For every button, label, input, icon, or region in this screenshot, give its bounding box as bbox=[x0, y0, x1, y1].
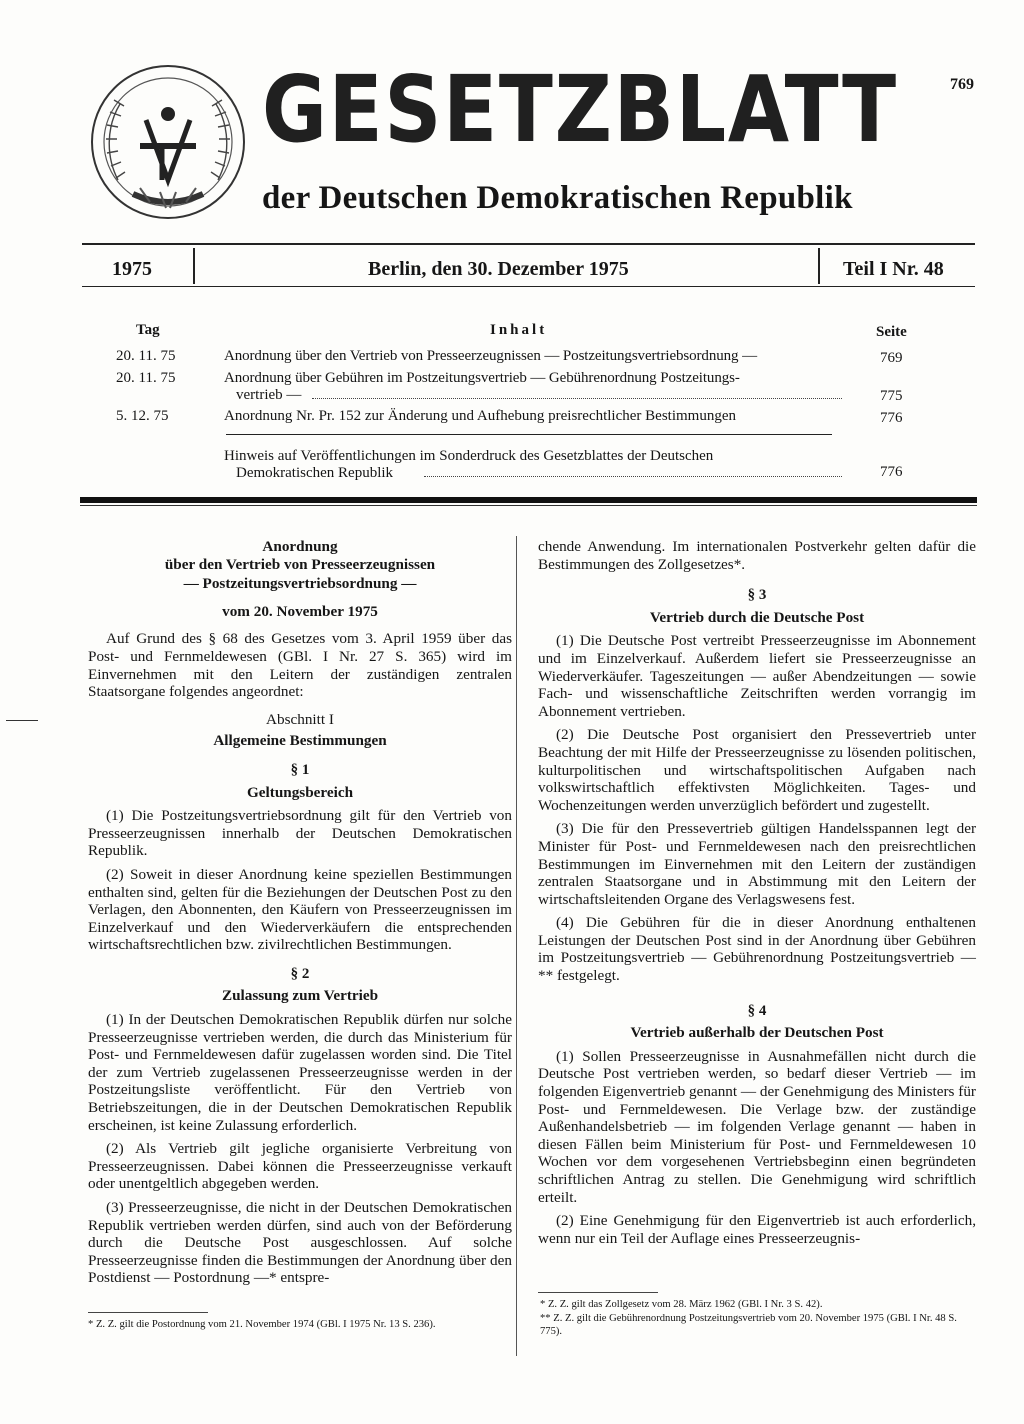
decree-date: vom 20. November 1975 bbox=[222, 602, 378, 620]
paragraph-number: § 3 bbox=[747, 587, 767, 604]
paragraph-number: § 1 bbox=[290, 761, 310, 778]
paragraph-text: (3) Presseerzeugnisse, die nicht in der Deutschen Demokratischen Republik vertrieben werden dürfen, sind auch von der Beförderung durch die Deutsche Post ausgeschlossen. Auf solche Presseerzeugnisse finden die Bestimmungen der Anordnung über den Postdienst — Postordnung —* entspre- bbox=[88, 1199, 512, 1287]
paragraph-text: (2) Die Deutsche Post organisiert den Pressevertrieb unter Beachtung der mit Hilfe der Presseerzeugnisse zu lösenden politischen, kulturpolitischen und wirtschaftspolitischen Aufgaben nach volkswirtschaftlich effektivsten Möglichkeiten. Tages- und Wochenzeitungen werden unverzüglich befördert und zugestellt. bbox=[538, 726, 976, 814]
toc-separator bbox=[226, 434, 832, 435]
toc-entry-title: Anordnung Nr. Pr. 152 zur Änderung und Aufhebung preisrechtlicher Bestimmungen bbox=[224, 408, 736, 424]
toc-entry-title: Anordnung über Gebühren im Postzeitungsvertrieb — Gebührenordnung Postzeitungs- bbox=[224, 370, 740, 386]
decree-title-line2: über den Vertrieb von Presseerzeugnissen bbox=[164, 555, 436, 573]
toc-note bbox=[0, 448, 1024, 484]
toc-note-page: 776 bbox=[880, 464, 903, 480]
footnote-rule bbox=[88, 1312, 208, 1313]
right-column bbox=[538, 538, 976, 1253]
footnote: ** Z. Z. gilt die Gebührenordnung Postzeitungsvertrieb vom 20. November 1975 (GBl. I Nr. 48 S. 775). bbox=[540, 1313, 957, 1337]
heavy-rule bbox=[80, 497, 977, 503]
margin-mark bbox=[6, 720, 38, 721]
footnote: * Z. Z. gilt das Zollgesetz vom 28. März 1962 (GBl. I Nr. 3 S. 42). bbox=[540, 1299, 823, 1310]
paragraph-text: (2) Als Vertrieb gilt jegliche organisierte Verbreitung von Presseerzeugnissen. Dabei können die Presseerzeugnisse verkauft oder unentgeltlich abgegeben werden. bbox=[88, 1140, 512, 1193]
column-divider bbox=[516, 536, 517, 1356]
issue-part-number: Teil I Nr. 48 bbox=[843, 258, 944, 280]
paragraph-number: § 2 bbox=[290, 965, 310, 982]
toc-leader-dots bbox=[312, 398, 842, 399]
paragraph-number: § 4 bbox=[747, 1002, 767, 1019]
toc-leader-dots bbox=[424, 476, 842, 477]
section-heading: Abschnitt I bbox=[266, 710, 334, 728]
footnote: * Z. Z. gilt die Postordnung vom 21. November 1974 (GBl. I 1975 Nr. 13 S. 236). bbox=[88, 1319, 436, 1330]
toc-header-inhalt: Inhalt bbox=[490, 322, 548, 338]
issue-place-date: Berlin, den 30. Dezember 1975 bbox=[368, 258, 629, 280]
toc-entry bbox=[0, 348, 1024, 368]
toc-entry bbox=[0, 370, 1024, 406]
gdr-emblem-icon bbox=[88, 62, 248, 222]
footnote-rule bbox=[538, 1292, 658, 1293]
paragraph-title: Vertrieb außerhalb der Deutschen Post bbox=[630, 1024, 884, 1042]
paragraph-text: (4) Die Gebühren für die in dieser Anordnung enthaltenen Leistungen der Deutschen Post sind in der Anordnung über Gebühren im Postzeitungsvertrieb — Gebührenordnung Postzeitungsvertrieb —** festgelegt. bbox=[538, 914, 976, 985]
toc-note-line1: Hinweis auf Veröffentlichungen im Sonderdruck des Gesetzblattes der Deutschen bbox=[224, 448, 714, 464]
heavy-rule-thin bbox=[80, 505, 977, 506]
toc-entry-page: 775 bbox=[880, 388, 903, 404]
issue-year: 1975 bbox=[112, 258, 152, 280]
issue-top-rule bbox=[82, 243, 975, 245]
paragraph-text: (1) Die Deutsche Post vertreibt Presseerzeugnisse im Abonnement und im Einzelverkauf. Außerdem liefert sie Presseerzeugnisse an Wiederverkäufer. Tageszeitungen — außer Abendzeitungen — sowie Fach- und wissenschaftliche Zeitschriften werden vorrangig im Abonnement vertrieben. bbox=[538, 632, 976, 720]
decree-title: Anordnung bbox=[262, 538, 338, 555]
issue-bottom-rule bbox=[82, 286, 975, 287]
paragraph-text: (3) Die für den Pressevertrieb gültigen Handelsspannen legt der Minister für Post- und Fernmeldewesen nach den preisrechtlichen Bestimmungen im Einvernehmen mit den Leitern der zuständigen zentralen Staatsorgane und in Abstimmung mit den Leitern der wirtschaftsleitenden Organe des Verlagswesens fest. bbox=[538, 820, 976, 908]
page-number: 769 bbox=[950, 76, 974, 93]
toc-header-seite: Seite bbox=[876, 324, 907, 340]
issue-divider-left bbox=[193, 248, 195, 284]
toc-entry-title-line2: vertrieb — bbox=[236, 387, 302, 403]
toc-entry-page: 776 bbox=[880, 410, 903, 426]
toc-entry-title: Anordnung über den Vertrieb von Presseerzeugnissen — Postzeitungsvertriebsordnung — bbox=[224, 348, 757, 364]
preamble: Auf Grund des § 68 des Gesetzes vom 3. April 1959 über das Post- und Fernmeldewesen (GBl. I Nr. 27 S. 365) wird im Einvernehmen mit den Leitern der zuständigen zentralen Staatsorgane folgendes angeordnet: bbox=[88, 630, 512, 701]
paragraph-text: (2) Soweit in dieser Anordnung keine speziellen Bestimmungen enthalten sind, gelten für die Beziehungen der Deutschen Post zu den Verlagen, den Abonnenten, den Käufern von Presseerzeugnissen im Einzelverkauf und den Wiederverkäufern die entsprechenden wirtschaftsrechtlichen bzw. zivilrechtlichen Bestimmungen. bbox=[88, 865, 512, 954]
issue-divider-right bbox=[818, 248, 820, 284]
paragraph-text: (1) Sollen Presseerzeugnisse in Ausnahmefällen nicht durch die Deutsche Post vertrieben werden, so bedarf dieser Vertrieb — im folgenden Eigenvertrieb genannt — der Genehmigung des Ministers für Post- und Fernmeldewesen. Die Verlage bzw. der zuständige Außenhandelsbetrieb — im folgenden Verlage genannt — haben in diesen Fällen beim Ministerium für Post- und Fernmeldewesen 10 Wochen vor dem vorgesehenen Vertriebsbeginn einen begründeten schriftlichen Antrag zu stellen. Die Genehmigung wird schriftlich erteilt. bbox=[538, 1047, 976, 1206]
paragraph-text: chende Anwendung. Im internationalen Postverkehr gelten dafür die Bestimmungen des Zollgesetzes*. bbox=[538, 538, 976, 573]
masthead-title: GESETZBLATT bbox=[262, 56, 898, 163]
paragraph-title: Geltungsbereich bbox=[246, 783, 354, 801]
paragraph-text: (1) Die Postzeitungsvertriebsordnung gilt für den Vertrieb von Presseerzeugnissen innerhalb der Deutschen Demokratischen Republik. bbox=[88, 807, 512, 860]
toc-entry-date: 5. 12. 75 bbox=[116, 408, 169, 424]
toc-entry bbox=[0, 408, 1024, 428]
left-column bbox=[88, 538, 512, 1293]
section-title: Allgemeine Bestimmungen bbox=[213, 732, 387, 750]
toc-entry-date: 20. 11. 75 bbox=[116, 348, 176, 364]
paragraph-text: (1) In der Deutschen Demokratischen Republik dürfen nur solche Presseerzeugnisse vertrieben werden, die durch das Ministerium für Post- und Fernmeldewesen dafür zugelassen worden sind. Die Titel der zum Vertrieb zugelassenen Presseerzeugnisse werden in der Postzeitungsliste veröffentlicht. Für den Vertrieb von Betriebszeitungen, die in der Deutschen Demokratischen Republik erscheinen, ist keine Zulassung erforderlich. bbox=[88, 1011, 512, 1134]
toc-header-tag: Tag bbox=[136, 322, 160, 338]
toc-note-line2: Demokratischen Republik bbox=[236, 465, 394, 481]
paragraph-text: (2) Eine Genehmigung für den Eigenvertrieb ist auch erforderlich, wenn nur ein Teil der Auflage eines Presseerzeugnis- bbox=[538, 1212, 976, 1247]
paragraph-title: Vertrieb durch die Deutsche Post bbox=[649, 608, 865, 626]
toc-entry-date: 20. 11. 75 bbox=[116, 370, 176, 386]
masthead-subtitle: der Deutschen Demokratischen Republik bbox=[262, 180, 853, 216]
paragraph-title: Zulassung zum Vertrieb bbox=[221, 987, 379, 1005]
decree-title-line3: — Postzeitungsvertriebsordnung — bbox=[183, 575, 417, 593]
toc-entry-page: 769 bbox=[880, 350, 903, 366]
